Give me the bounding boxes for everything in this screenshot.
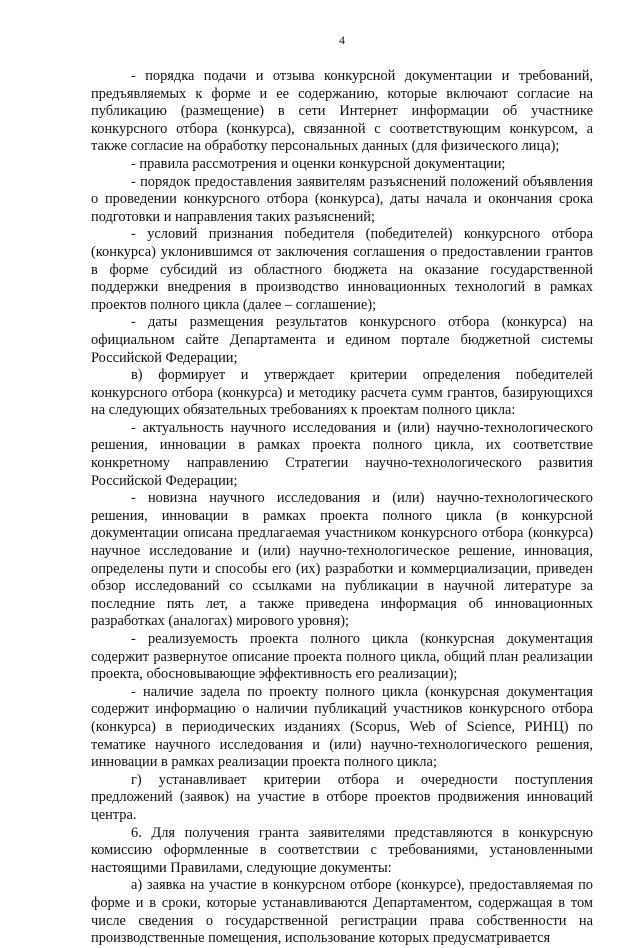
paragraph-6: в) формирует и утверждает критерии определения победителей конкурсного отбора (конкурса) и методику расчета сумм грантов, базирующихся на следующих обязательных требованиях к проектам полного цикла: <box>91 367 593 419</box>
paragraph-1: - порядка подачи и отзыва конкурсной документации и требований, предъявляемых к форме и ее содержанию, которые включают согласие на публикацию (размещение) в сети Интернет информации об участнике конкурсного отбора (конкурса), связанной с соответствующим конкурсом, а также согласие на обработку персональных данных (для физического лица); <box>91 68 593 155</box>
paragraph-5: - даты размещения результатов конкурсного отбора (конкурса) на официальном сайте Департамента и едином портале бюджетной системы Российской Федерации; <box>91 314 593 366</box>
paragraph-11: г) устанавливает критерии отбора и очередности поступления предложений (заявок) на участие в отборе проектов продвижения инноваций центра. <box>91 771 593 823</box>
paragraph-12: 6. Для получения гранта заявителями представляются в конкурсную комиссию оформленные в соответствии с требованиями, установленными настоящими Правилами, следующие документы: <box>91 824 593 876</box>
paragraph-3: - порядок предоставления заявителям разъяснений положений объявления о проведении конкурсного отбора (конкурса), даты начала и окончания срока подготовки и направления таких разъяснений; <box>91 173 593 225</box>
paragraph-2: - правила рассмотрения и оценки конкурсной документации; <box>131 155 506 172</box>
paragraph-10: - наличие задела по проекту полного цикла (конкурсная документация содержит информацию о наличии публикаций участников конкурсного отбора (конкурса) в периодических изданиях (Scopus, Web of Science, РИНЦ) по тематике научного исследования и (или) научно-технологического решения, инновации в рамках реализации проекта полного цикла; <box>91 683 593 771</box>
document-body <box>91 68 593 948</box>
paragraph-4: - условий признания победителя (победителей) конкурсного отбора (конкурса) уклонившимся от заключения соглашения о предоставлении грантов в форме субсидий из областного бюджета на оказание государственной поддержки внедрения в производство инновационных технологий в рамках проектов полного цикла (далее – соглашение); <box>91 226 593 313</box>
paragraph-9: - реализуемость проекта полного цикла (конкурсная документация содержит развернутое описание проекта полного цикла, общий план реализации проекта, обосновывающие эффективность его реализации); <box>91 631 593 683</box>
paragraph-13: а) заявка на участие в конкурсном отборе (конкурсе), предоставляемая по форме и в сроки, которые устанавливаются Департаментом, содержащая в том числе сведения о государственной регистрации права собственности на производственные помещения, использование которых предусматривается <box>91 877 593 947</box>
page-number: 4 <box>339 33 345 47</box>
paragraph-7: - актуальность научного исследования и (или) научно-технологического решения, инновации в рамках проекта полного цикла, их соответствие конкретному направлению Стратегии научно-технологического развития Российской Федерации; <box>91 419 593 489</box>
paragraph-8: - новизна научного исследования и (или) научно-технологического решения, инновации в рамках проекта полного цикла (в конкурсной документации описана предлагаемая участником конкурсного отбора (конкурса) научное исследование и (или) научно-технологическое решение, инновация, определены пути и способы его (их) разработки и коммерциализации, приведен обзор исследований со ссылками на публикации в научной литературе за последние пять лет, а также приведена информация об инновационных разработках (аналогах) мирового уровня); <box>91 490 593 630</box>
